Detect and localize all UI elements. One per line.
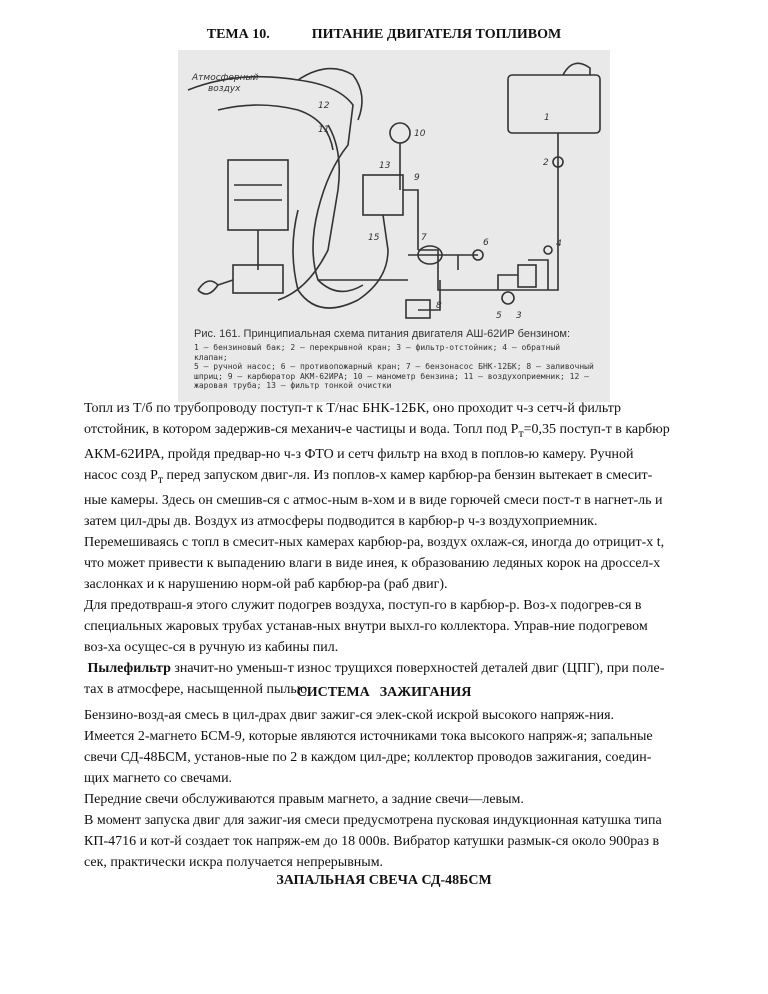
callout-3: 3: [516, 311, 522, 321]
fuel-text-block: [84, 398, 704, 700]
text-line: АКМ-62ИРА, пройдя предвар-но ч-з ФТО и сетч фильтр на вход в поплов-ю камеру. Ручной: [84, 446, 634, 462]
paragraph-plugs: [84, 789, 704, 810]
callout-7: 7: [421, 233, 427, 243]
topic-title: ПИТАНИЕ ДВИГАТЕЛЯ ТОПЛИВОМ: [311, 27, 562, 42]
callout-5: 5: [496, 311, 502, 321]
callout-1: 1: [544, 113, 550, 123]
fuel-tank: [508, 75, 600, 133]
paragraph-ignition: [84, 705, 704, 789]
text-line: Перемешиваясь с топл в смесит-ных камерах карбюр-ра, воздух охлаж-ся, иногда до отрицит-х t,: [84, 534, 665, 550]
section-title-word: ЗАЖИГАНИЯ: [379, 685, 472, 700]
priming-syringe: [406, 300, 430, 318]
text-line: Топл из Т/б по трубопроводу поступ-т к Т/нас БНК-12БК, оно проходит ч-з сетч-й фильтр: [84, 401, 622, 416]
topic-number: ТЕМА 10.: [206, 27, 270, 42]
fuel-system-diagram: [178, 50, 610, 402]
carburetor: [363, 175, 403, 215]
section-spark-plug-title: ЗАПАЛЬНАЯ СВЕЧА СД-48БСМ: [276, 873, 492, 888]
callout-15: 15: [368, 233, 380, 243]
text-line: специальных жаровых трубах устанав-ных внутри выхл-го коллектора. Управ-ние подогревом: [84, 618, 648, 634]
callout-6: 6: [483, 238, 489, 248]
figure-caption: [194, 328, 598, 391]
caption-line: 1 — бензиновый бак; 2 — перекрывной кран; 3 — фильтр-отстойник; 4 — обратный клапан;: [194, 343, 561, 362]
callout-10: 10: [414, 129, 426, 139]
text-line: свечи СД-48БСМ, установ-ные по 2 в каждом цил-дре; коллектор проводов зажигания, соедин-: [84, 750, 652, 765]
text-line: Имеется 2-магнето БСМ-9, которые являются источниками тока высокого напряж-я; запальные: [84, 729, 653, 744]
text-line: насос созд Р: [84, 467, 158, 483]
caption-title: Рис. 161. Принципиальная схема питания двигателя АШ-62ИР бензином:: [194, 328, 571, 340]
callout-4: 4: [556, 239, 562, 249]
hand-pump: [502, 292, 514, 304]
text-line: заслонках и к нарушению норм-ой раб карбюр-ра (раб двиг).: [84, 576, 448, 592]
paragraph-icing: [84, 532, 704, 595]
check-valve: [544, 246, 552, 254]
paragraph-air-heating: [84, 595, 704, 658]
text-line: щих магнето со свечами.: [84, 771, 233, 786]
text-line: затем цил-дры дв. Воздух из атмосферы подводится в карбюр-р ч-з воздухоприемник.: [84, 513, 598, 529]
callout-9: 9: [414, 173, 420, 183]
paragraph-start-coil: [84, 810, 704, 873]
text-line: Бензино-возд-ая смесь в цил-драх двиг зажиг-ся элек-ской искрой высокого напряж-ния.: [84, 708, 615, 723]
section-ignition-title: [0, 685, 768, 701]
topic-header: [0, 27, 768, 43]
caption-line: жаровая труба; 13 — фильтр тонкой очистки: [194, 381, 392, 390]
callout-11: 11: [318, 125, 330, 135]
text-line: =0,35 поступ-т в карбюр: [523, 422, 670, 437]
text-line: тах в атмосфере, насыщенной пылью.: [84, 681, 311, 697]
text-line: КП-4716 и кот-й создает ток напряж-ем до 18 000в. Вибратор катушки размык-ся около 900раз в: [84, 834, 660, 849]
text-line: Для предотвраш-я этого служит подогрев воздуха, поступ-го в карбюр-р. Воз-х подогрев-ся в: [84, 597, 642, 613]
ignition-text-block: [84, 705, 704, 873]
text-line: что может привести к выпадению влаги в виде инея, к образованию ледяных корок на дроссел-х: [84, 555, 661, 571]
callout-12: 12: [318, 101, 330, 111]
propeller: [198, 281, 218, 294]
text-line: В момент запуска двиг для зажиг-ия смеси предусмотрена пусковая индукционная катушка типа: [84, 813, 662, 828]
caption-line: 5 — ручной насос; 6 — противопожарный кран; 7 — бензонасос БНК-12БК; 8 — заливочный: [194, 362, 594, 371]
text-line: воз-ха осущес-ся в ручную из кабины пил.: [84, 639, 339, 655]
text-line: Передние свечи обслуживаются правым магнето, а задние свечи—левым.: [84, 792, 524, 807]
text-line: отстойник, в котором задержив-ся механич-е частицы и вода. Топл под Р: [84, 422, 519, 437]
air-intake: [188, 77, 353, 210]
text-line: перед запуском двиг-ля. Из поплов-х камер карбюр-ра бензин вытекает в смесит-: [163, 467, 653, 483]
section-title-word: СИСТЕМА: [296, 685, 370, 700]
fuel-gauge: [390, 123, 410, 143]
callout-13: 13: [379, 161, 391, 171]
caption-line: шприц; 9 — карбюратор АКМ-62ИРА; 10 — манометр бензина; 11 — воздухоприемник; 12 —: [194, 371, 589, 381]
air-label-line2: воздух: [208, 84, 241, 94]
text-line: сек, практически искра получается непрерывным.: [84, 855, 384, 870]
callout-2: 2: [543, 158, 549, 168]
air-label-line1: Атмосферный: [192, 73, 259, 83]
text-line: ные камеры. Здесь он смешив-ся с атмос-ным в-хом и в виде горючей смеси пост-т в нагнет-ль и: [84, 492, 663, 508]
subscript: т: [157, 472, 163, 486]
filter-settler: [518, 265, 536, 287]
callout-8: 8: [436, 301, 442, 311]
paragraph-fuel-flow: [84, 398, 704, 532]
text-line: значит-но уменьш-т износ трущихся поверхностей деталей двиг (ЦПГ), при поле-: [170, 660, 665, 676]
subscript: т: [518, 426, 524, 440]
engine-cylinder: [228, 160, 288, 230]
dust-filter-term: Пылефильтр: [87, 660, 171, 676]
